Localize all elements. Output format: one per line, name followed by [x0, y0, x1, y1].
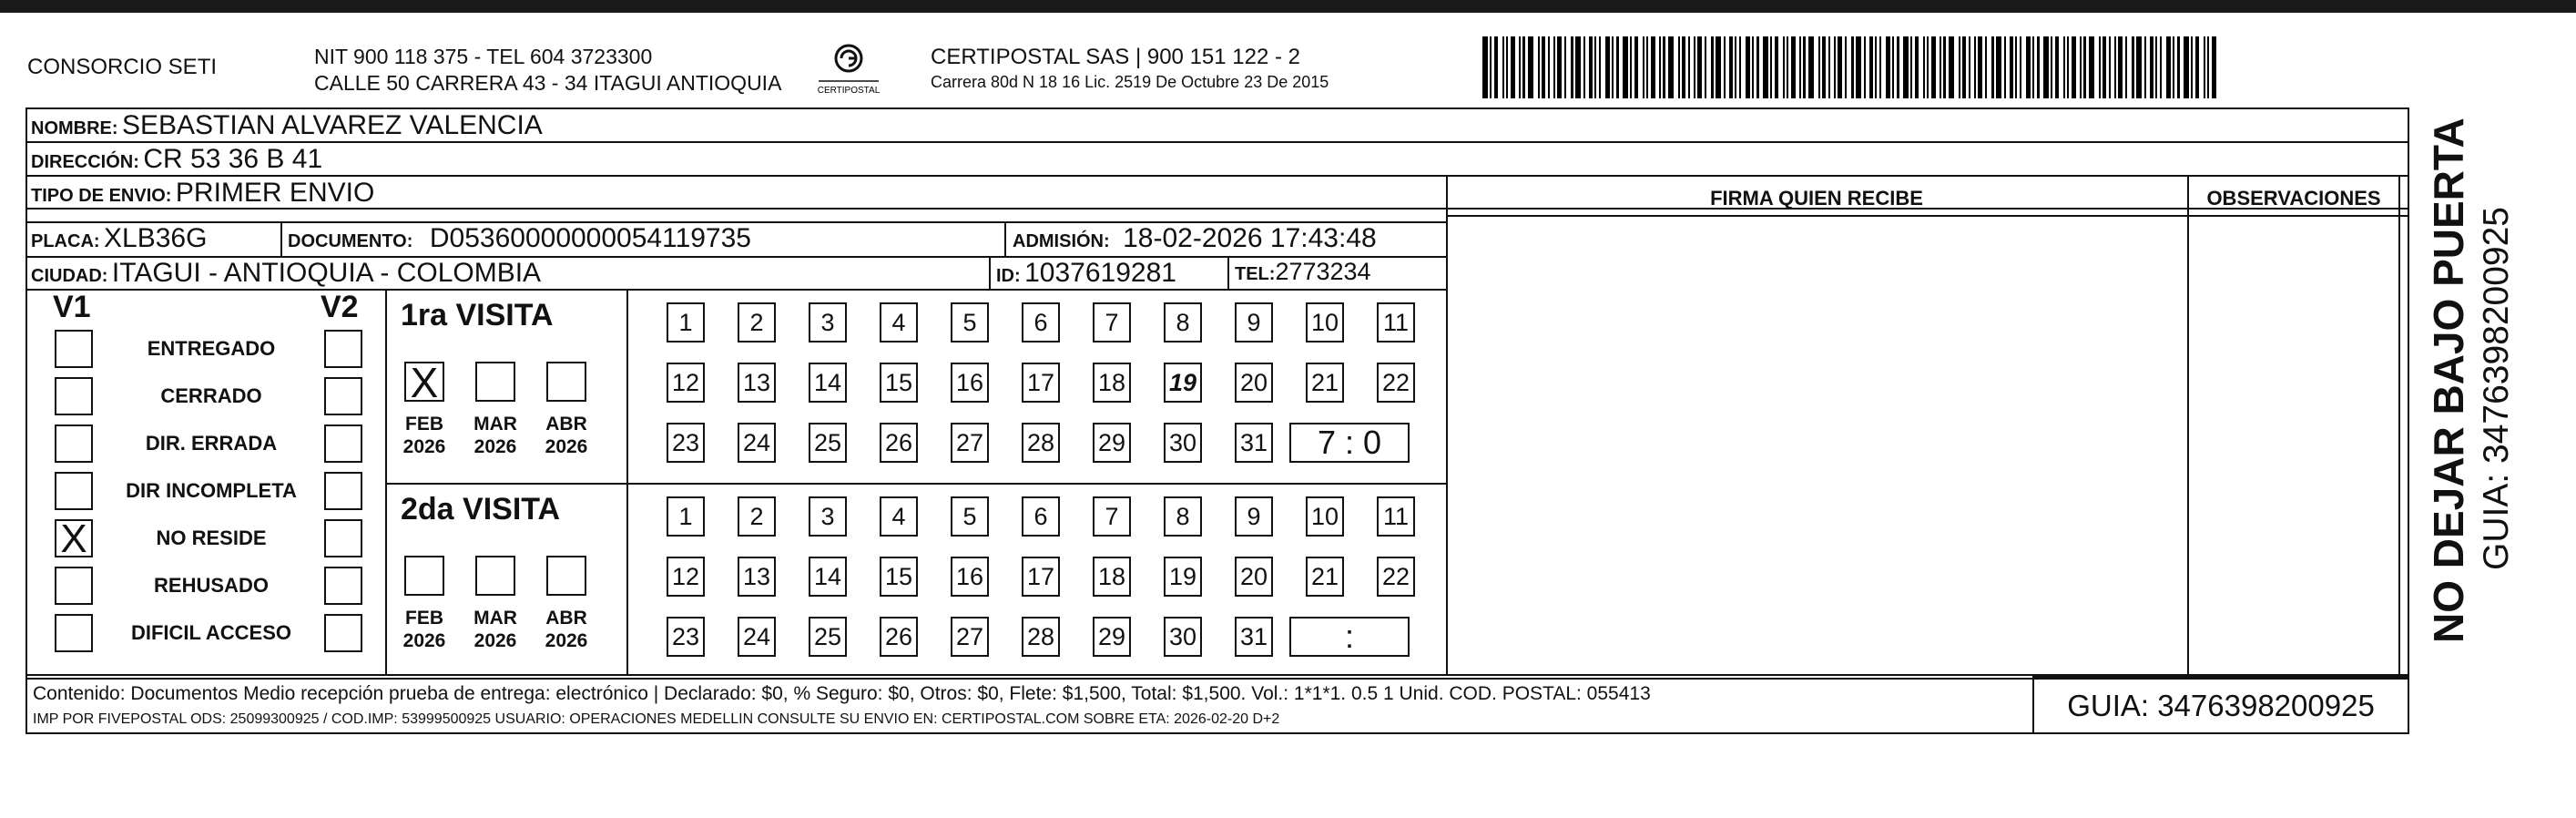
tel-value: 2773234: [1275, 258, 1371, 285]
status-v2-checkbox[interactable]: [324, 519, 362, 557]
day-box[interactable]: 30: [1164, 617, 1202, 657]
observations-header: OBSERVACIONES: [2206, 187, 2381, 210]
time-box[interactable]: :: [1289, 617, 1410, 657]
status-v1-checkbox[interactable]: [55, 614, 93, 652]
status-v2-checkbox[interactable]: [324, 330, 362, 368]
month-checkbox[interactable]: [404, 359, 444, 406]
month-label: MAR: [473, 608, 517, 629]
signature-header: FIRMA QUIEN RECIBE: [1710, 187, 1923, 210]
day-box[interactable]: 14: [809, 363, 847, 403]
document-cell: [288, 223, 751, 254]
tel-cell: [1235, 258, 1371, 286]
day-box[interactable]: 19: [1164, 557, 1202, 597]
status-v2-checkbox[interactable]: [324, 424, 362, 463]
day-box[interactable]: 29: [1093, 617, 1131, 657]
month-checkbox[interactable]: [546, 556, 586, 596]
certipostal-info: [931, 44, 1329, 93]
month-year: 2026: [545, 436, 588, 457]
month-year: 2026: [545, 630, 588, 651]
x-mark: X: [60, 516, 87, 561]
status-v1-checkbox[interactable]: [55, 516, 93, 561]
status-v2-checkbox[interactable]: [324, 377, 362, 415]
day-box[interactable]: 5: [951, 302, 989, 343]
status-v2-checkbox[interactable]: [324, 567, 362, 605]
city-cell: [31, 258, 541, 289]
day-box[interactable]: 3: [809, 496, 847, 537]
x-mark: X: [410, 359, 439, 406]
month-label: FEB: [405, 414, 443, 435]
day-box[interactable]: 25: [809, 617, 847, 657]
city-label: CIUDAD:: [31, 266, 108, 286]
day-box[interactable]: 6: [1022, 496, 1060, 537]
day-box[interactable]: 20: [1235, 363, 1273, 403]
document-label: DOCUMENTO:: [288, 231, 413, 251]
day-box[interactable]: 27: [951, 617, 989, 657]
id-cell: [996, 258, 1176, 289]
v1-header: V1: [53, 290, 91, 324]
day-box[interactable]: 11: [1377, 302, 1415, 343]
plate-cell: [31, 223, 207, 254]
month-checkbox[interactable]: [546, 362, 586, 402]
day-box[interactable]: 23: [667, 423, 705, 463]
type-label: TIPO DE ENVIO:: [31, 186, 172, 206]
month-checkbox[interactable]: [475, 556, 515, 596]
plate-label: PLACA:: [31, 231, 100, 251]
admission-cell: [1013, 223, 1377, 254]
day-box[interactable]: 31: [1235, 423, 1273, 463]
day-box[interactable]: 24: [738, 617, 776, 657]
status-v2-checkbox[interactable]: [324, 614, 362, 652]
status-label: ENTREGADO: [147, 337, 276, 360]
status-v2-checkbox[interactable]: [324, 472, 362, 510]
day-box[interactable]: 29: [1093, 423, 1131, 463]
certipostal-license: Carrera 80d N 18 16 Lic. 2519 De Octubre 23 De 2015: [931, 73, 1329, 91]
day-box[interactable]: 1: [667, 496, 705, 537]
day-box[interactable]: 18: [1093, 557, 1131, 597]
type-row: [31, 178, 374, 209]
day-box[interactable]: 26: [880, 423, 918, 463]
month-label: ABR: [545, 414, 587, 435]
day-box[interactable]: 10: [1306, 302, 1344, 343]
day-box[interactable]: 7: [1093, 496, 1131, 537]
day-box[interactable]: 21: [1306, 557, 1344, 597]
day-box[interactable]: 21: [1306, 363, 1344, 403]
status-v1-checkbox[interactable]: [55, 330, 93, 368]
day-box[interactable]: 30: [1164, 423, 1202, 463]
status-v1-checkbox[interactable]: [55, 472, 93, 510]
day-box[interactable]: 4: [880, 302, 918, 343]
status-v1-checkbox[interactable]: [55, 424, 93, 463]
day-box[interactable]: 4: [880, 496, 918, 537]
status-label: DIR INCOMPLETA: [126, 479, 297, 502]
day-box[interactable]: 9: [1235, 496, 1273, 537]
day-box[interactable]: 9: [1235, 302, 1273, 343]
month-year: 2026: [473, 436, 517, 457]
logo-text: CERTIPOSTAL: [817, 86, 881, 96]
day-box[interactable]: 20: [1235, 557, 1273, 597]
day-box[interactable]: 16: [951, 557, 989, 597]
status-label: DIR. ERRADA: [145, 432, 278, 455]
day-box[interactable]: 2: [738, 496, 776, 537]
status-label: CERRADO: [160, 384, 262, 407]
day-box[interactable]: 13: [738, 557, 776, 597]
day-box[interactable]: 12: [667, 363, 705, 403]
month-year: 2026: [402, 630, 446, 651]
status-label: REHUSADO: [154, 574, 269, 597]
admission-value: 18-02-2026 17:43:48: [1123, 223, 1377, 253]
month-label: MAR: [473, 414, 517, 435]
day-box[interactable]: 22: [1377, 557, 1415, 597]
tel-label: TEL:: [1235, 264, 1276, 284]
shipment-type: PRIMER ENVIO: [175, 178, 375, 208]
address-row: [31, 144, 322, 175]
day-box[interactable]: 15: [880, 363, 918, 403]
status-label: DIFICIL ACCESO: [130, 621, 291, 644]
day-box[interactable]: 14: [809, 557, 847, 597]
city-value: ITAGUI - ANTIOQUIA - COLOMBIA: [111, 258, 542, 288]
day-box[interactable]: 10: [1306, 496, 1344, 537]
day-box[interactable]: 31: [1235, 617, 1273, 657]
month-label: ABR: [545, 608, 587, 629]
footer-contents: Contenido: Documentos Medio recepción prueba de entrega: electrónico | Declarado: $0, % Seguro: $0, Otros: $0, Flete: $1,500, Total: $1,500. Vol.: 1*1*1. 0.5 1 Unid. COD. POSTAL: 055413: [33, 683, 1651, 704]
company-name: CONSORCIO SETI: [27, 55, 218, 79]
footer-guia: GUIA: 3476398200925: [2067, 689, 2375, 722]
day-box[interactable]: 8: [1164, 302, 1202, 343]
day-box[interactable]: 13: [738, 363, 776, 403]
sender-nit: NIT 900 118 375 - TEL 604 3723300: [314, 45, 653, 68]
status-v1-checkbox[interactable]: [55, 567, 93, 605]
day-box[interactable]: 28: [1022, 423, 1060, 463]
day-box[interactable]: 23: [667, 617, 705, 657]
month-label: FEB: [405, 608, 443, 629]
day-box[interactable]: 27: [951, 423, 989, 463]
time-box[interactable]: 7 : 0: [1289, 423, 1410, 463]
day-box[interactable]: 1: [667, 302, 705, 343]
barcode: [1481, 36, 2218, 98]
day-box[interactable]: 16: [951, 363, 989, 403]
name-row: [31, 110, 543, 141]
sender-info: [314, 44, 781, 97]
id-label: ID:: [996, 266, 1021, 286]
month-checkbox[interactable]: [404, 556, 444, 596]
visit-title: 2da VISITA: [401, 492, 561, 527]
plate-value: XLB36G: [104, 223, 208, 253]
day-box[interactable]: 3: [809, 302, 847, 343]
month-checkbox[interactable]: [475, 362, 515, 402]
month-year: 2026: [473, 630, 517, 651]
side-guia: GUIA: 3476398200925: [2477, 207, 2516, 570]
day-box[interactable]: 17: [1022, 557, 1060, 597]
id-value: 1037619281: [1024, 258, 1176, 288]
day-box[interactable]: 15: [880, 557, 918, 597]
status-label: NO RESIDE: [156, 527, 267, 549]
recipient-name: SEBASTIAN ALVAREZ VALENCIA: [122, 110, 543, 140]
recipient-address: CR 53 36 B 41: [143, 144, 323, 174]
day-box[interactable]: 6: [1022, 302, 1060, 343]
day-box[interactable]: 28: [1022, 617, 1060, 657]
v2-header: V2: [321, 290, 359, 324]
certipostal-title: CERTIPOSTAL SAS | 900 151 122 - 2: [931, 45, 1300, 69]
day-box[interactable]: 22: [1377, 363, 1415, 403]
day-box[interactable]: 7: [1093, 302, 1131, 343]
month-year: 2026: [402, 436, 446, 457]
day-box[interactable]: 19: [1164, 363, 1202, 403]
top-edge-bar: [0, 0, 2576, 13]
sender-address: CALLE 50 CARRERA 43 - 34 ITAGUI ANTIOQUIA: [314, 71, 782, 95]
status-v1-checkbox[interactable]: [55, 377, 93, 415]
no-under-door-warning: NO DEJAR BAJO PUERTA: [2425, 118, 2472, 643]
day-box[interactable]: 25: [809, 423, 847, 463]
admission-label: ADMISIÓN:: [1013, 231, 1110, 251]
day-box[interactable]: 24: [738, 423, 776, 463]
visit-title: 1ra VISITA: [401, 298, 554, 332]
day-box[interactable]: 18: [1093, 363, 1131, 403]
day-box[interactable]: 17: [1022, 363, 1060, 403]
footer-print-info: IMP POR FIVEPOSTAL ODS: 25099300925 / COD.IMP: 53999500925 USUARIO: OPERACIONES MEDELLIN CONSULTE SU ENVIO EN: CERTIPOSTAL.COM SOBRE ETA: 2026-02-20 D+2: [33, 711, 1280, 727]
document-value: D05360000000054119735: [429, 223, 751, 253]
day-box[interactable]: 11: [1377, 496, 1415, 537]
certipostal-logo: [813, 40, 884, 100]
day-box[interactable]: 12: [667, 557, 705, 597]
day-box[interactable]: 5: [951, 496, 989, 537]
name-label: NOMBRE:: [31, 118, 118, 138]
address-label: DIRECCIÓN:: [31, 152, 139, 172]
day-box[interactable]: 2: [738, 302, 776, 343]
day-box[interactable]: 8: [1164, 496, 1202, 537]
day-box[interactable]: 26: [880, 617, 918, 657]
